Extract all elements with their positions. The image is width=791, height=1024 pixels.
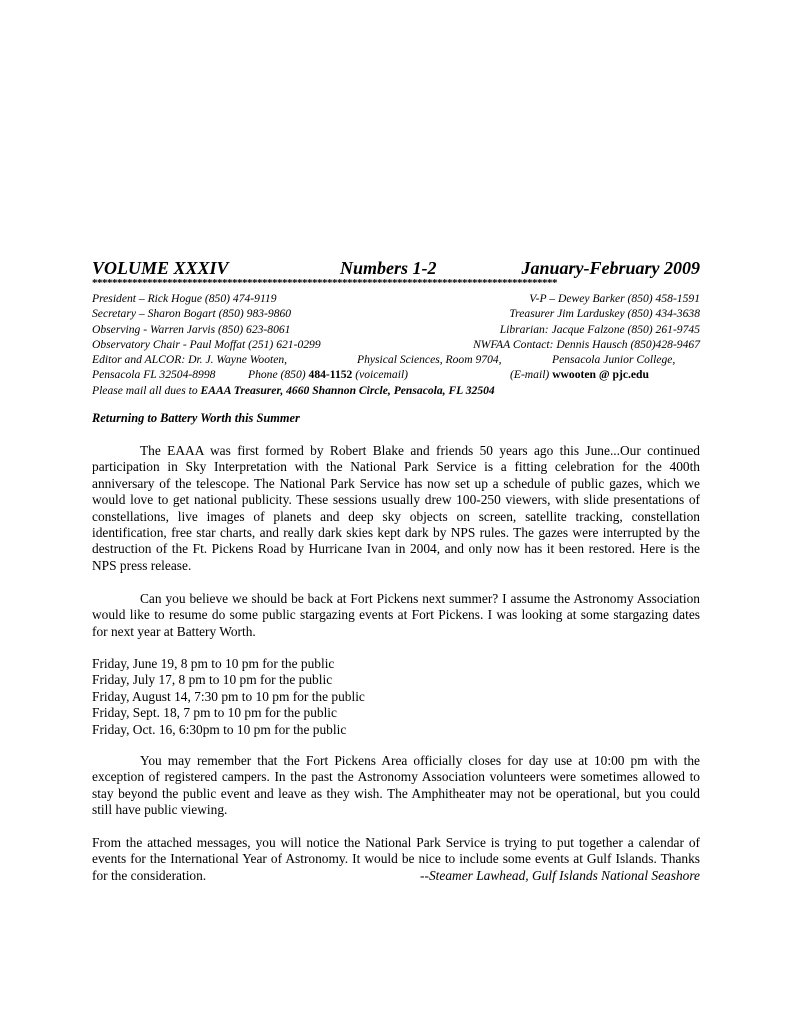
vp-entry: V-P – Dewey Barker (850) 458-1591 (529, 292, 700, 305)
article-signature: --Steamer Lawhead, Gulf Islands National Seashore (420, 867, 700, 883)
address-city: Pensacola FL 32504-8998 (92, 368, 216, 382)
volume-label: VOLUME XXXIV (92, 258, 229, 278)
event-date: Friday, June 19, 8 pm to 10 pm for the public (92, 656, 335, 671)
president-entry: President – Rick Hogue (850) 474-9119 (92, 292, 277, 305)
email-label: (E-mail) (510, 368, 553, 382)
observatory-chair-entry: Observatory Chair - Paul Moffat (251) 621-0299 (92, 337, 321, 351)
event-dates-list (92, 656, 700, 738)
article-paragraph-1: The EAAA was first formed by Robert Blake and friends 50 years ago this June...Our continued participation in Sky Interpretation with the National Park Service is a fitting celebration for the 400th anniversary of the telescope. The National Park Service has now set up a schedule of public gazes, which we would love to get national publicity. These sessions usually drew 100-250 viewers, with slide presentations of constellations, live images of planets and deep sky objects on screen, satellite tracking, constellation identification, free star charts, and really dark skies kept dark by NPS rules. The gazes were interrupted by the destruction of the Ft. Pickens Road by Hurricane Ivan in 2004, and only now has it been restored. Here is the NPS press release. (92, 443, 700, 573)
issue-date: January-February 2009 (521, 258, 700, 278)
email-address[interactable]: wwooten @ pjc.edu (552, 368, 649, 382)
event-date: Friday, July 17, 8 pm to 10 pm for the public (92, 672, 333, 688)
paragraph-4-text: From the attached messages, you will notice the National Park Service is trying to put together a calendar of events for the International Year of Astronomy. It would be nice to include some events at Gulf Islands. Thanks for the consideration. (92, 835, 700, 883)
phone-suffix: (voicemail) (352, 368, 409, 382)
event-date: Friday, August 14, 7:30 pm to 10 pm for the public (92, 688, 365, 704)
article-paragraph-2: Can you believe we should be back at Fort Pickens next summer? I assume the Astronomy Association would like to resume do some public stargazing events at Fort Pickens. I was looking at some stargazing dates for next year at Battery Worth. (92, 591, 700, 639)
roster-line (92, 292, 700, 307)
email-entry (510, 368, 649, 381)
asterisk-separator: ********************************************************************************************* (92, 278, 557, 289)
roster-line (92, 307, 700, 322)
roster-line (92, 338, 700, 353)
article-title: Returning to Battery Worth this Summer (92, 411, 300, 425)
dues-address: EAAA Treasurer, 4660 Shannon Circle, Pensacola, FL 32504 (200, 383, 495, 397)
secretary-entry: Secretary – Sharon Bogart (850) 983-9860 (92, 307, 292, 321)
nwfaa-contact-entry: NWFAA Contact: Dennis Hausch (850)428-9467 (473, 337, 700, 351)
roster-line (92, 353, 700, 368)
roster-line (92, 384, 700, 399)
librarian-entry: Librarian: Jacque Falzone (850) 261-9745 (499, 322, 700, 336)
editor-entry: Editor and ALCOR: Dr. J. Wayne Wooten, (92, 353, 288, 367)
masthead (92, 258, 700, 280)
phone-entry (248, 368, 408, 381)
editor-college: Pensacola Junior College, (552, 353, 676, 367)
roster-line (92, 368, 700, 383)
issue-numbers: Numbers 1-2 (340, 258, 437, 278)
roster-line (92, 323, 700, 338)
editor-department: Physical Sciences, Room 9704, (357, 353, 502, 367)
dues-instruction (92, 384, 495, 397)
dues-prefix: Please mail all dues to (92, 383, 201, 397)
event-date: Friday, Oct. 16, 6:30pm to 10 pm for the public (92, 721, 347, 737)
phone-number: 484-1152 (308, 368, 353, 382)
observing-entry: Observing - Warren Jarvis (850) 623-8061 (92, 322, 291, 336)
treasurer-entry: Treasurer Jim Larduskey (850) 434-3638 (509, 307, 700, 321)
article-paragraph-4 (92, 835, 700, 884)
officer-roster (92, 292, 700, 399)
event-date: Friday, Sept. 18, 7 pm to 10 pm for the public (92, 705, 337, 721)
article-paragraph-3: You may remember that the Fort Pickens Area officially closes for day use at 10:00 pm with the exception of registered campers. In the past the Astronomy Association volunteers were sometimes allowed to stay beyond the public event and leave as they wish. The Amphitheater may not be operational, but you could still have public viewing. (92, 753, 700, 818)
phone-prefix: Phone (850) (248, 368, 309, 382)
